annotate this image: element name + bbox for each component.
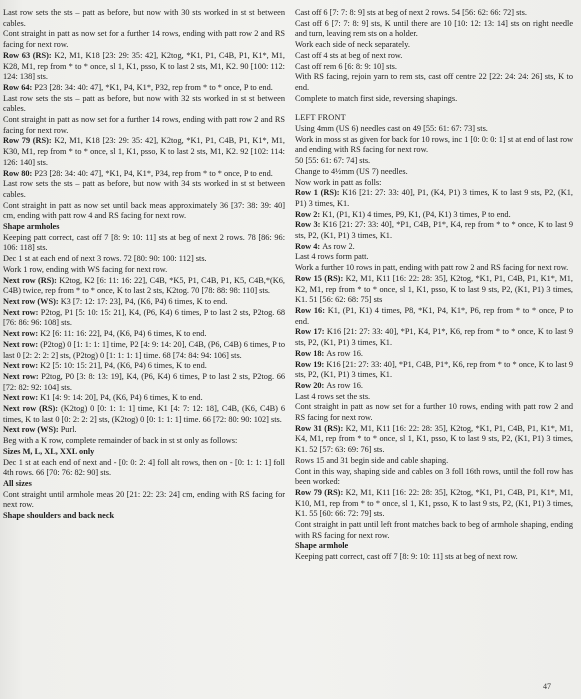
- row-label: Row 19:: [295, 359, 327, 369]
- row-label: Row 17:: [295, 327, 327, 337]
- instruction-text: Using 4mm (US 6) needles cast on 49 [55: 61: 67: 73] sts.: [295, 124, 488, 134]
- paragraph: [295, 72, 573, 93]
- paragraph: [3, 201, 285, 222]
- instruction-text: Cont straight in patt as now set for a further 14 rows, ending with patt row 2 and RS facing for next row.: [3, 115, 285, 135]
- pattern-row-instruction: [295, 242, 573, 253]
- paragraph: [295, 135, 573, 156]
- instruction-text: Keeping patt correct, cast off 7 [8: 9: 10: 11] sts at beg of next row.: [295, 552, 518, 562]
- instruction-text: Now work in patt as folls:: [295, 177, 382, 187]
- instruction-text: K3 [7: 12: 17: 23], P4, (K6, P4) 6 times, K to end.: [60, 296, 228, 306]
- row-label: Row 20:: [295, 380, 327, 390]
- instruction-text: Cast off rem 6 [6: 8: 9: 10] sts.: [295, 61, 397, 71]
- section-heading: Shape armholes: [3, 222, 60, 232]
- pattern-row-instruction: [3, 329, 285, 340]
- pattern-row-instruction: [295, 274, 573, 306]
- pattern-row-instruction: [295, 349, 573, 360]
- paragraph: [295, 124, 573, 135]
- row-label: Next row (RS):: [3, 275, 60, 285]
- row-label: Next row (WS):: [3, 425, 61, 435]
- paragraph: [295, 178, 573, 189]
- pattern-row-instruction: [3, 83, 285, 94]
- instruction-text: K2, M1, K18 [23: 29: 35: 42], K2tog, *K1, P1, C4B, P1, K1*, M1, K28, M1, rep from * to * once, sl 1, K1, psso, K to last 2 sts, M1, K2. 90 [100: 112: 124: 138] sts.: [3, 50, 285, 82]
- instruction-text: As row 2.: [322, 241, 355, 251]
- instruction-text: K2tog, K2 [6: 11: 16: 22], C4B, *K5, P1, C4B, P1, K5, C4B,*(K6, C4B) twice, rep from * to * once, K to last 2 sts, K2tog. 70 [78: 88: 98: 110] sts.: [3, 275, 285, 296]
- paragraph: [3, 265, 285, 276]
- left-text-column: [3, 8, 285, 522]
- instruction-text: Cont straight until armhole meas 20 [21: 22: 23: 24] cm, ending with RS facing for next row.: [3, 489, 285, 510]
- paragraph: [295, 167, 573, 178]
- pattern-row-instruction: [3, 308, 285, 329]
- instruction-text: Dec 1 st at each end of next 3 rows. 72 [80: 90: 100: 112] sts.: [3, 254, 207, 264]
- pattern-row-instruction: [295, 306, 573, 327]
- right-text-column: [295, 8, 573, 563]
- paragraph: [3, 436, 285, 447]
- row-label: Next row:: [3, 329, 41, 339]
- paragraph: [295, 263, 573, 274]
- row-label: Next row:: [3, 393, 41, 403]
- instruction-text: Cont straight in patt as now set for a further 14 rows, ending with patt row 2 and RS facing for next row.: [3, 29, 285, 50]
- section-title: LEFT FRONT: [295, 113, 346, 123]
- pattern-row-instruction: [3, 169, 285, 180]
- instruction-text: K2, M1, K11 [16: 22: 28: 35], K2tog, *K1, P1, C4B, P1, K1*, M1, K10, M1, rep from * to * once, sl 1, K1, psso, K to last 9 sts, P2, (K1, P1) 3 times, K1. 55 [60: 66: 72: 79] sts.: [295, 487, 573, 519]
- instruction-text: Work 1 row, ending with WS facing for next row.: [3, 264, 168, 274]
- instruction-text: K16 [21: 27: 33: 40], P1, (K4, P1) 3 times, K to last 9 sts, P2, (K1, P1) 3 times, K1.: [295, 188, 573, 208]
- row-label: Next row:: [3, 307, 41, 317]
- pattern-row-instruction: [295, 381, 573, 392]
- paragraph: [3, 8, 285, 29]
- paragraph: [295, 94, 573, 105]
- row-label: Row 15 (RS):: [295, 273, 346, 283]
- pattern-row-instruction: [3, 361, 285, 372]
- instruction-text: K1, (P1, K1) 4 times, P9, K1, (P4, K1) 3 times, P to end.: [322, 209, 511, 219]
- instruction-text: Last row sets the sts – patt as before, but now with 30 sts worked in st st between cables.: [3, 8, 285, 28]
- instruction-text: Last row sets the sts – patt as before, but now with 32 sts worked in st st between cables.: [3, 93, 285, 114]
- paragraph: [295, 19, 573, 40]
- paragraph: [3, 458, 285, 479]
- pattern-row-instruction: [295, 327, 573, 348]
- row-label: Row 3:: [295, 220, 323, 230]
- row-label: Row 79 (RS):: [295, 487, 346, 497]
- instruction-text: Work a further 10 rows in patt, ending with patt row 2 and RS facing for next row.: [295, 263, 569, 273]
- instruction-text: K2, M1, K18 [23: 29: 35: 42], K2tog, *K1, P1, C4B, P1, K1*, M1, K30, M1, rep from * to * once, sl 1, K1, psso, K to last 2 sts, M1, K2. 92 [102: 114: 126: 140] sts.: [3, 136, 285, 167]
- paragraph: [295, 8, 573, 19]
- instruction-text: K2 [5: 10: 15: 21], P4, (K6, P4) 6 times, K to end.: [40, 361, 207, 371]
- pattern-row-instruction: [3, 276, 285, 297]
- row-label: Row 2:: [295, 209, 323, 219]
- instruction-text: K1, (P1, K1) 4 times, P8, *K1, P4, K1*, P6, rep from * to * once, P to end.: [295, 305, 574, 326]
- paragraph: [3, 254, 285, 265]
- instruction-text: P23 [28: 34: 40: 47], *K1, P4, K1*, P34, rep from * to * once, P to end.: [34, 168, 273, 178]
- instruction-text: P23 [28: 34: 40: 47], *K1, P4, K1*, P32, rep from * to * once, P to end.: [34, 82, 273, 92]
- instruction-text: As row 16.: [326, 348, 363, 358]
- pattern-row-instruction: [3, 340, 285, 361]
- instruction-text: Cast off 6 [7: 7: 8: 9] sts, K until there are 10 [10: 12: 13: 14] sts on right needle and turn, leaving rem sts on a holder.: [295, 18, 573, 39]
- paragraph: [295, 456, 573, 467]
- instruction-text: Cast off 4 sts at beg of next row.: [295, 50, 403, 60]
- instruction-text: K2, M1, K11 [16: 22: 28: 35], K2tog, *K1, P1, C4B, P1, K1*, M1, K4, M1, rep from * to * once, sl 1, K1, psso, K to last 9 sts, P2, (K1, P1) 3 times, K1. 52 [57: 63: 69: 76] sts.: [295, 423, 573, 455]
- instruction-text: Rows 15 and 31 begin side and cable shaping.: [295, 455, 449, 465]
- instruction-text: Dec 1 st at each end of next and - [0: 0: 2: 4] foll alt rows, then on - [0: 1: 1: 1] foll 4th rows. 66 [70: 76: 82: 90] sts.: [3, 457, 285, 478]
- paragraph: [295, 62, 573, 73]
- section-heading: Sizes M, L, XL, XXL only: [3, 446, 95, 456]
- pattern-row-instruction: [3, 136, 285, 168]
- row-label: Row 64:: [3, 82, 35, 92]
- instruction-text: K2 [6: 11: 16: 22], P4, (K6, P4) 6 times, K to end.: [40, 329, 207, 339]
- row-label: Row 16:: [295, 305, 328, 315]
- paragraph: [295, 51, 573, 62]
- instruction-text: Purl.: [60, 425, 77, 435]
- paragraph: [295, 252, 573, 263]
- pattern-row-instruction: [3, 393, 285, 404]
- instruction-text: With RS facing, rejoin yarn to rem sts, cast off centre 22 [22: 24: 24: 26] sts, K to end.: [295, 72, 573, 92]
- paragraph: [3, 94, 285, 115]
- paragraph: [3, 490, 285, 511]
- instruction-text: Cast off 6 [7: 7: 8: 9] sts at beg of next 2 rows. 54 [56: 62: 66: 72] sts.: [295, 8, 527, 17]
- paragraph: [3, 29, 285, 50]
- paragraph: [295, 552, 573, 563]
- pattern-row-instruction: [3, 404, 285, 425]
- paragraph: [3, 233, 285, 254]
- row-label: Next row:: [3, 361, 41, 371]
- pattern-row-instruction: [295, 188, 573, 209]
- instruction-text: (K2tog) 0 [0: 1: 1: 1] time, K1 [4: 7: 12: 18], C4B, (K6, C4B) 6 times, K to last 0 [0: 2: 2: 2] sts, (K2tog) 0 [0: 1: 1: 1] time. 66 [72: 80: 90: 102] sts.: [3, 404, 285, 424]
- instruction-text: Last row sets the sts – patt as before, but now with 34 sts worked in st st between cables.: [3, 179, 285, 199]
- instruction-text: Work in moss st as given for back for 10 rows, inc 1 [0: 0: 0: 1] st at end of last row and ending with RS facing for next row.: [295, 134, 573, 155]
- pattern-row-instruction: [3, 425, 285, 436]
- instruction-text: Last 4 rows form patt.: [295, 252, 369, 262]
- instruction-text: Cont in this way, shaping side and cables on 3 foll 16th rows, until the foll row has been worked:: [295, 466, 573, 487]
- instruction-text: Keeping patt correct, cast off 7 [8: 9: 10: 11] sts at beg of next 2 rows. 78 [86: 96: 106: 118] sts.: [3, 232, 285, 253]
- pattern-row-instruction: [3, 372, 285, 393]
- instruction-text: K16 [21: 27: 33: 40], *P1, C4B, P1*, K6, rep from * to * once, K to last 9 sts, P2, (K1, P1) 3 times, K1.: [295, 359, 573, 380]
- row-label: Next row:: [3, 371, 42, 381]
- row-label: Next row:: [3, 339, 41, 349]
- instruction-text: Beg with a K row, complete remainder of back in st st only as follows:: [3, 436, 238, 446]
- section-heading: Shape armhole: [295, 541, 349, 551]
- instruction-text: K16 [21: 27: 33: 40], *P1, C4B, P1*, K4, rep from * to * once, K to last 9 sts, P2, (K1, P1) 3 times, K1.: [295, 220, 573, 241]
- row-label: Row 31 (RS):: [295, 423, 346, 433]
- pattern-row-instruction: [3, 297, 285, 308]
- pattern-row-instruction: [3, 51, 285, 83]
- paragraph: [295, 392, 573, 403]
- paragraph: [295, 520, 573, 541]
- row-label: Row 63 (RS):: [3, 50, 55, 60]
- instruction-text: P2tog, P1 [5: 10: 15: 21], K4, (P6, K4) 6 times, P to last 2 sts, P2tog. 68 [76: 86: 96: 108] sts.: [3, 307, 286, 328]
- instruction-text: Last 4 rows set the sts.: [295, 391, 371, 401]
- instruction-text: 50 [55: 61: 67: 74] sts.: [295, 156, 371, 166]
- instruction-text: Work each side of neck separately.: [295, 40, 410, 50]
- page-number: 47: [543, 682, 551, 691]
- pattern-row-instruction: [295, 210, 573, 221]
- row-label: Row 4:: [295, 241, 323, 251]
- row-label: Row 79 (RS):: [3, 136, 55, 146]
- instruction-text: K1 [4: 9: 14: 20], P4, (K6, P4) 6 times, K to end.: [40, 393, 203, 403]
- row-label: Row 80:: [3, 168, 35, 178]
- row-label: Row 1 (RS):: [295, 188, 343, 198]
- instruction-text: As row 16.: [326, 380, 363, 390]
- section-heading: All sizes: [3, 478, 32, 488]
- instruction-text: Cont straight in patt until left front matches back to beg of armhole shaping, ending with RS facing for next row.: [295, 520, 573, 540]
- paragraph: [295, 402, 573, 423]
- instruction-text: Cont straight in patt as now set until back meas approximately 36 [37: 38: 39: 40] cm, ending with patt row 4 and RS facing for next row.: [3, 200, 285, 221]
- instruction-text: Complete to match first side, reversing shapings.: [295, 93, 458, 103]
- paragraph: [3, 115, 285, 136]
- paragraph: [295, 40, 573, 51]
- paragraph: [295, 156, 573, 167]
- instruction-text: K2, M1, K11 [16: 22: 28: 35], K2tog, *K1, P1, C4B, P1, K1*, M1, K2, M1, rep from * to * once, sl 1, K1, psso, K to last 9 sts, P2, (K1, P1) 3 times, K1. 51 [56: 62: 68: 75] sts: [295, 273, 573, 305]
- instruction-text: P2tog, P0 [3: 8: 13: 19], K4, (P6, K4) 6 times, P to last 2 sts, P2tog. 66 [72: 82: 92: 104] sts.: [3, 371, 285, 392]
- pattern-row-instruction: [295, 488, 573, 520]
- row-label: Next row (RS):: [3, 404, 61, 414]
- row-label: Row 18:: [295, 348, 327, 358]
- instruction-text: Cont straight in patt as now set for a further 10 rows, ending with patt row 2 and RS facing for next row.: [295, 402, 573, 423]
- instruction-text: Change to 4½mm (US 7) needles.: [295, 166, 408, 176]
- paragraph: [295, 467, 573, 488]
- instruction-text: (P2tog) 0 [1: 1: 1: 1] time, P2 [4: 9: 14: 20], C4B, (P6, C4B) 6 times, P to last 0 [2: 2: 2: 2] sts, (P2tog) 0 [1: 1: 1: 1] time. 68 [74: 84: 94: 106] sts.: [3, 339, 285, 360]
- pattern-row-instruction: [295, 424, 573, 456]
- pattern-row-instruction: [295, 220, 573, 241]
- instruction-text: K16 [21: 27: 33: 40], *P1, K4, P1*, K6, rep from * to * once, K to last 9 sts, P2, (K1, P1) 3 times, K1.: [295, 327, 573, 348]
- row-label: Next row (WS):: [3, 296, 61, 306]
- pattern-row-instruction: [295, 360, 573, 381]
- section-heading: Shape shoulders and back neck: [3, 511, 115, 521]
- paragraph: [3, 179, 285, 200]
